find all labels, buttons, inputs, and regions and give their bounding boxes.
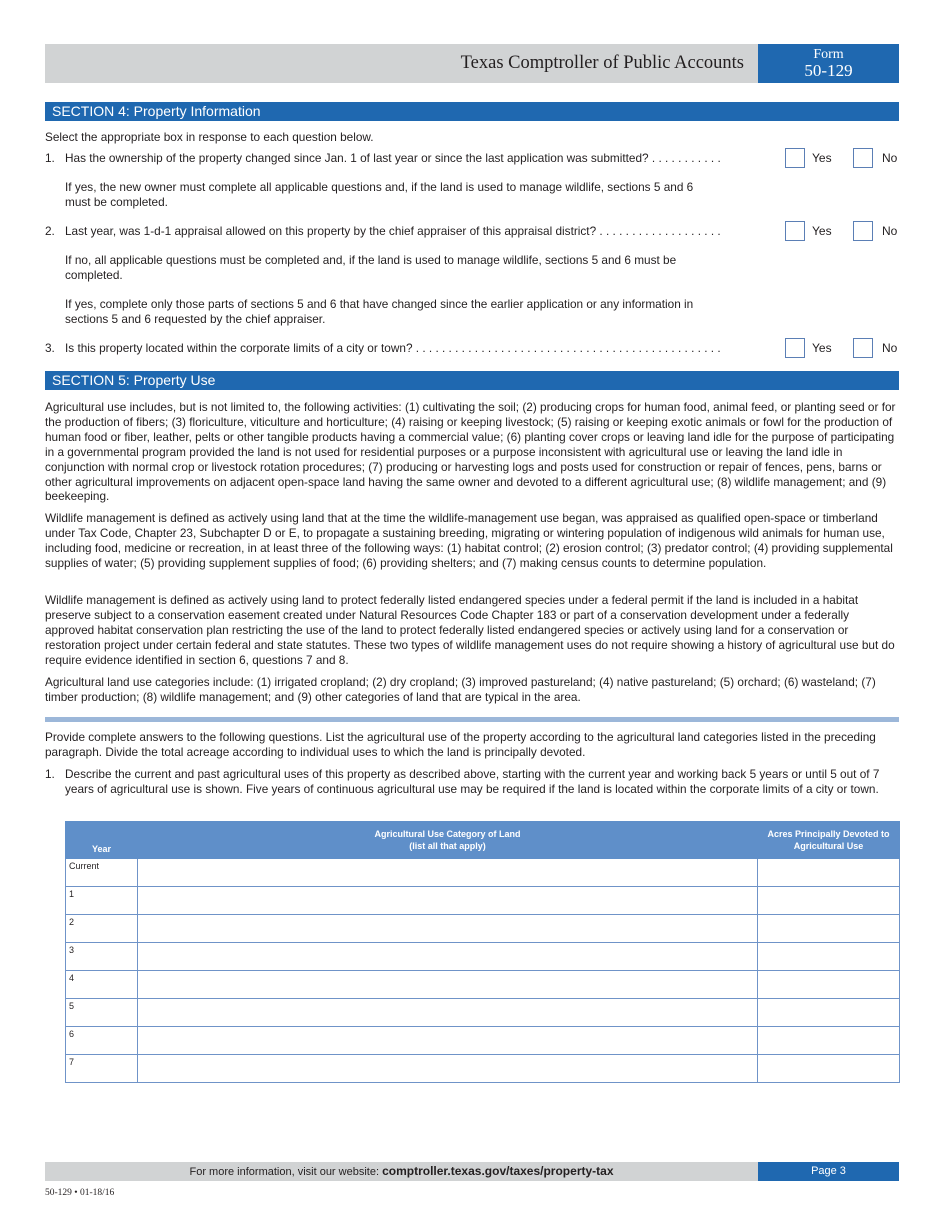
q1-no-label: No xyxy=(882,151,898,165)
table-row xyxy=(66,971,900,999)
category-cell[interactable] xyxy=(138,1027,758,1055)
category-cell[interactable] xyxy=(138,999,758,1027)
q2-yes-checkbox[interactable] xyxy=(785,221,805,241)
table-row xyxy=(66,887,900,915)
q3-number: 3. xyxy=(45,341,55,355)
section4-intro: Select the appropriate box in response to each question below. xyxy=(45,130,374,144)
col-year-header: Year xyxy=(66,822,138,859)
table-row xyxy=(66,915,900,943)
year-cell: 6 xyxy=(66,1027,138,1055)
q3-yes-checkbox[interactable] xyxy=(785,338,805,358)
q1-no-checkbox[interactable] xyxy=(853,148,873,168)
col-acres-header: Acres Principally Devoted to Agricultural Use xyxy=(758,822,900,859)
acres-cell[interactable] xyxy=(758,971,900,999)
agricultural-use-table xyxy=(65,821,900,1083)
q2-note-no: If no, all applicable questions must be completed and, if the land is used to manage wildlife, sections 5 and 6 must be completed. xyxy=(65,253,677,282)
wildlife-management-paragraph: Wildlife management is defined as actively using land that at the time the wildlife-management use began, was appraised as qualified open-space or timberland under Tax Code, Chapter 23, Subchapter D or E, to propagate a sustaining breeding, migrating or wintering population of indigenous wild animals for human use, including food, medicine or recreation, in at least three of the following ways: (1) habitat control; (2) erosion control; (3) predator control; (4) providing supplemental supplies of water; (5) providing supplement supplies of food; (6) providing shelters; and (7) making census counts to determine population. xyxy=(45,511,893,570)
year-cell: Current xyxy=(66,859,138,887)
category-cell[interactable] xyxy=(138,915,758,943)
footer-info xyxy=(45,1162,758,1181)
table-row xyxy=(66,943,900,971)
category-cell[interactable] xyxy=(138,887,758,915)
wildlife-endangered-paragraph: Wildlife management is defined as actively using land to protect federally listed endangered species under a federal permit if the land is included in a habitat preserve subject to a conservation easement created under Natural Resources Code Chapter 183 or part of a conservation development under a federally approved habitat conservation plan restricting the use of the land to protect federally listed endangered species or actively using land for a conservation or restoration project under certain federal and state statutes. These two types of wildlife management uses do not require showing a history of agricultural use but do require evidence identified in section 6, questions 7 and 8. xyxy=(45,593,895,667)
year-cell: 7 xyxy=(66,1055,138,1083)
instructions-paragraph: Provide complete answers to the following questions. List the agricultural use of the property according to the agricultural land categories listed in the preceding paragraph. Divide the total acreage according to individual uses to which the land is principally devoted. xyxy=(45,730,876,759)
q2-note-yes: If yes, complete only those parts of sections 5 and 6 that have changed since the earlier application or any information in sections 5 and 6 requested by the chief appraiser. xyxy=(65,297,694,326)
q3-no-checkbox[interactable] xyxy=(853,338,873,358)
q2-no-label: No xyxy=(882,224,898,238)
category-cell[interactable] xyxy=(138,859,758,887)
q1-yes-label: Yes xyxy=(812,151,832,165)
q1-note: If yes, the new owner must complete all applicable questions and, if the land is used to manage wildlife, sections 5 and 6 must be completed. xyxy=(65,180,694,209)
website-link[interactable]: comptroller.texas.gov/taxes/property-tax xyxy=(382,1164,614,1178)
agency-title: Texas Comptroller of Public Accounts xyxy=(460,53,744,73)
table-row xyxy=(66,859,900,887)
land-categories-paragraph: Agricultural land use categories include: (1) irrigated cropland; (2) dry cropland; (3) improved pastureland; (4) native pastureland; (5) orchard; (6) wasteland; (7) timber production; (8) wildlife management; and (9) other categories of land that are typical in the area. xyxy=(45,675,876,704)
year-cell: 5 xyxy=(66,999,138,1027)
year-cell: 1 xyxy=(66,887,138,915)
section4-heading: SECTION 4: Property Information xyxy=(45,102,899,121)
q3-no-label: No xyxy=(882,341,898,355)
table-row xyxy=(66,1055,900,1083)
q1-number: 1. xyxy=(45,151,55,165)
year-cell: 2 xyxy=(66,915,138,943)
table-header-row xyxy=(66,822,900,859)
acres-cell[interactable] xyxy=(758,915,900,943)
acres-cell[interactable] xyxy=(758,1027,900,1055)
category-cell[interactable] xyxy=(138,943,758,971)
form-number-box xyxy=(758,44,899,83)
acres-cell[interactable] xyxy=(758,1055,900,1083)
year-cell: 4 xyxy=(66,971,138,999)
form-code: 50-129 • 01-18/16 xyxy=(45,1188,115,1198)
q2-text: Last year, was 1-d-1 appraisal allowed on this property by the chief appraiser of this appraisal district? . . . . . . . . . . . . . . . . . . . xyxy=(65,224,721,238)
q1-yes-checkbox[interactable] xyxy=(785,148,805,168)
col-category-header: Agricultural Use Category of Land (list all that apply) xyxy=(138,822,758,859)
table-row xyxy=(66,1027,900,1055)
page-number: Page 3 xyxy=(758,1162,899,1181)
s5-q1-text: Describe the current and past agricultural uses of this property as described above, starting with the current year and working back 5 years or until 5 out of 7 years of agricultural use is shown. Five years of continuous agricultural use may be required if the land is located within the corporate limits of a city or town. xyxy=(65,767,880,796)
table-row xyxy=(66,999,900,1027)
form-label: Form xyxy=(813,47,844,62)
section5-heading: SECTION 5: Property Use xyxy=(45,371,899,390)
q3-text: Is this property located within the corporate limits of a city or town? . . . . . . . . . . . . . . . . . . . . . . . . . . . . . . . . . . . . . . . . . . . . . . . xyxy=(65,341,721,355)
q2-yes-label: Yes xyxy=(812,224,832,238)
q2-no-checkbox[interactable] xyxy=(853,221,873,241)
year-cell: 3 xyxy=(66,943,138,971)
q2-number: 2. xyxy=(45,224,55,238)
acres-cell[interactable] xyxy=(758,887,900,915)
acres-cell[interactable] xyxy=(758,999,900,1027)
category-cell[interactable] xyxy=(138,1055,758,1083)
section-divider xyxy=(45,717,899,722)
s5-q1-number: 1. xyxy=(45,767,55,781)
agricultural-use-paragraph: Agricultural use includes, but is not limited to, the following activities: (1) cultivating the soil; (2) producing crops for human food, animal feed, or planting seed or for the production of fibers; (3) floriculture, viticulture and horticulture; (4) raising or keeping livestock; (5) raising or keeping exotic animals or fowl for the production of human food or fiber, leather, pelts or other tangible products having a commercial value; (6) planting cover crops or leaving land idle for the purpose of participating in a governmental program provided the land is not used for residential purposes or a purpose inconsistent with agricultural use or leaving the land idle in conjunction with normal crop or livestock rotation procedures; (7) producing or harvesting logs and posts used for construction or repair of fences, pens, barns or other agricultural improvements on adjacent open-space land having the same owner and devoted to a different agricultural use; (8) wildlife management; and (9) beekeeping. xyxy=(45,400,896,504)
form-number: 50-129 xyxy=(804,61,853,80)
acres-cell[interactable] xyxy=(758,859,900,887)
q1-text: Has the ownership of the property changed since Jan. 1 of last year or since the last application was submitted? . . . . . . . . . . . xyxy=(65,151,721,165)
category-cell[interactable] xyxy=(138,971,758,999)
acres-cell[interactable] xyxy=(758,943,900,971)
footer-info-prefix: For more information, visit our website: xyxy=(189,1166,380,1178)
q3-yes-label: Yes xyxy=(812,341,832,355)
